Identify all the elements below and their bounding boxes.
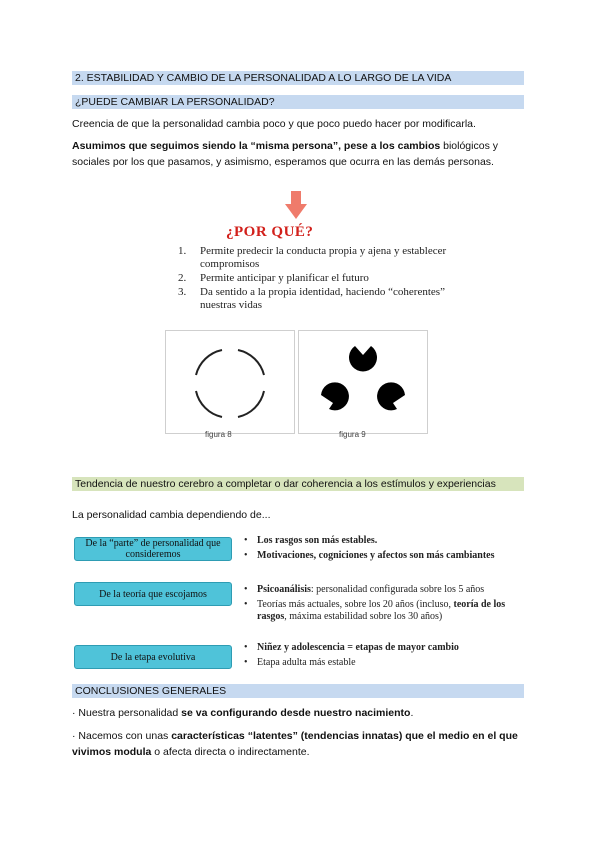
incomplete-circle-icon bbox=[166, 331, 294, 433]
figure-8-caption: figura 8 bbox=[205, 430, 232, 439]
factor-pill-part: De la “parte” de personalidad que consideremos bbox=[74, 537, 232, 561]
bullet-item: • Teorías más actuales, sobre los 20 años (incluso, teoría de los rasgos, máxima estabilidad sobre los 30 años) bbox=[244, 599, 534, 623]
por-que-title: ¿POR QUÉ? bbox=[226, 224, 314, 240]
section-heading: 2. ESTABILIDAD Y CAMBIO DE LA PERSONALIDAD A LO LARGO DE LA VIDA bbox=[72, 71, 524, 85]
reason-item: 3. Da sentido a la propia identidad, haciendo “coherentes” nuestras vidas bbox=[178, 286, 445, 311]
conclusions-heading: CONCLUSIONES GENERALES bbox=[72, 684, 524, 698]
depends-paragraph: La personalidad cambia dependiendo de... bbox=[72, 509, 271, 521]
bullet-item: • Niñez y adolescencia = etapas de mayor cambio bbox=[244, 642, 534, 654]
conclusion-1: · Nuestra personalidad se va configurando desde nuestro nacimiento. bbox=[72, 707, 414, 719]
figure-8-image bbox=[165, 330, 295, 434]
kanizsa-triangle-icon bbox=[299, 331, 427, 433]
assume-rest: biológicos y sociales por los que pasamos, y asimismo, esperamos que ocurra en las demás personas. bbox=[72, 140, 498, 168]
factor-bullets-part bbox=[244, 535, 534, 565]
belief-paragraph: Creencia de que la personalidad cambia poco y que poco puedo hacer por modificarla. bbox=[72, 118, 476, 130]
figure-9-caption: figura 9 bbox=[339, 430, 366, 439]
question-heading: ¿PUEDE CAMBIAR LA PERSONALIDAD? bbox=[72, 95, 524, 109]
bullet-item: • Psicoanálisis: personalidad configurada sobre los 5 años bbox=[244, 584, 534, 596]
conclusion-2: · Nacemos con unas características “latentes” (tendencias innatas) que el medio en el que vivimos modula o afecta directa o indirectamente. bbox=[72, 730, 518, 758]
assume-bold: Asumimos que seguimos siendo la “misma persona”, pese a los cambios bbox=[72, 140, 441, 152]
reasons-list bbox=[172, 245, 452, 313]
factor-bullets-theory bbox=[244, 584, 534, 626]
assume-paragraph bbox=[72, 138, 532, 170]
down-arrow-icon bbox=[285, 191, 307, 219]
reason-item: 2. Permite anticipar y planificar el futuro bbox=[178, 272, 369, 284]
factor-pill-theory: De la teoría que escojamos bbox=[74, 582, 232, 606]
figure-9-image bbox=[298, 330, 428, 434]
bullet-item: • Etapa adulta más estable bbox=[244, 657, 534, 669]
bullet-item: • Los rasgos son más estables. bbox=[244, 535, 534, 547]
tendency-heading: Tendencia de nuestro cerebro a completar o dar coherencia a los estímulos y experiencias bbox=[72, 477, 524, 491]
reason-item: 1. Permite predecir la conducta propia y ajena y establecer compromisos bbox=[178, 245, 447, 270]
factor-bullets-stage bbox=[244, 642, 534, 672]
factor-pill-stage: De la etapa evolutiva bbox=[74, 645, 232, 669]
bullet-item: • Motivaciones, cogniciones y afectos son más cambiantes bbox=[244, 550, 534, 562]
